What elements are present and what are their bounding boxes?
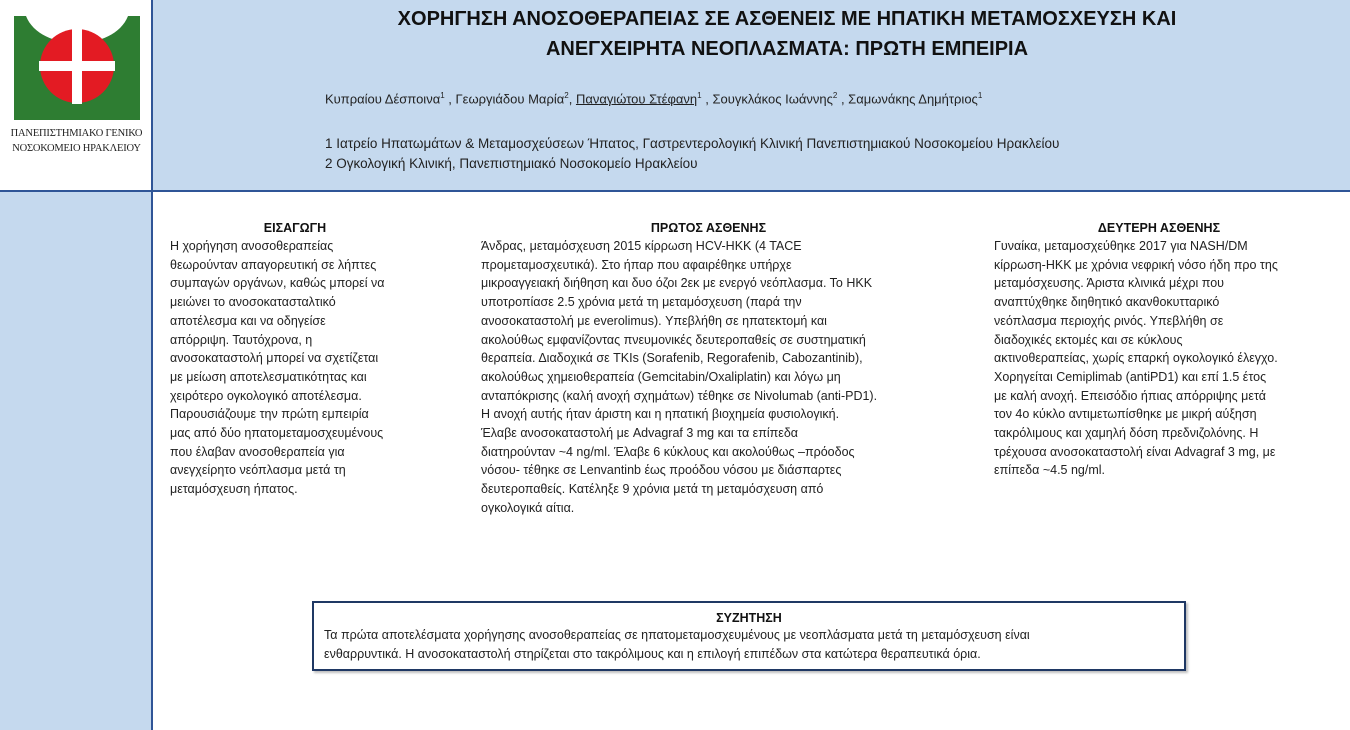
author-affiliation-number: 1 xyxy=(440,91,445,100)
section-body xyxy=(481,237,936,518)
text-line: Τα πρώτα αποτελέσματα χορήγησης ανοσοθεραπείας σε ηπατομεταμοσχευμένους με νεοπλάσματα μετά τη μεταμόσχευση είναι xyxy=(324,628,1030,642)
presenting-author-name: Παναγιώτου Στέφανη xyxy=(575,91,698,107)
text-line: μεταμόσχευσης. Άριστα κλινικά μέχρι που xyxy=(994,276,1224,291)
discussion-box xyxy=(312,601,1186,671)
section-heading: ΣΥΖΗΤΗΣΗ xyxy=(716,611,782,625)
text-line: ανοσοκαταστολή με everolimus). Υπεβλήθη σε ηπατεκτομή και xyxy=(481,313,827,328)
text-line: ανοσοκαταστολή μπορεί να σχετίζεται xyxy=(170,351,379,366)
hospital-logo xyxy=(0,0,153,190)
author-affiliation-number: 1 xyxy=(977,91,983,100)
author-name: Σαμωνάκης Δημήτριος xyxy=(848,91,978,107)
text-line: θεωρούνταν απαγορευτική σε λήπτες xyxy=(170,257,377,272)
text-line: μεταμόσχευση ήπατος. xyxy=(170,482,298,497)
patient-two-section xyxy=(994,220,1324,480)
logo-caption-line: ΝΟΣΟΚΟΜΕΙΟ ΗΡΑΚΛΕΙΟΥ xyxy=(12,143,141,154)
text-line: ακτινοθεραπείας, χωρίς επαρκή ογκολογικό έλεγχο. xyxy=(994,351,1278,366)
text-line: επίπεδα ~4.5 ng/ml. xyxy=(994,463,1106,478)
affiliation-list xyxy=(325,134,1059,174)
author-affiliation-number: 2 xyxy=(564,91,569,100)
author-affiliation-number: 1 xyxy=(697,91,702,100)
affiliation-line: 2 Ογκολογική Κλινική, Πανεπιστημιακό Νοσοκομείο Ηρακλείου xyxy=(325,156,698,171)
text-line: μικροαγγειακή διήθηση και δυο όζοι 2εκ με ενεργό νεόπλασμα. Το HKK xyxy=(481,276,873,291)
text-line: Χορηγείται Cemiplimab (antiPD1) και επί 1.5 έτος xyxy=(994,369,1267,384)
text-line: αναπτύχθηκε διηθητικό ακανθοκυτταρικό xyxy=(994,295,1220,310)
text-line: δευτεροπαθείς. Κατέληξε 9 χρόνια μετά τη μεταμόσχευση από xyxy=(481,482,824,497)
author-name: Γεωργιάδου Μαρία xyxy=(455,91,565,107)
text-line: μειώνει το ανοσοκατασταλτικό xyxy=(170,295,336,310)
poster-header xyxy=(0,0,1350,192)
text-line: κίρρωση-HKK με χρόνια νεφρική νόσο ήδη προ της xyxy=(994,257,1278,272)
hospital-emblem-icon xyxy=(10,12,144,124)
text-line: απόρριψη. Ταυτόχρονα, η xyxy=(170,332,313,347)
text-line: Η χορήγηση ανοσοθεραπείας xyxy=(170,239,334,253)
text-line: Έλαβε ανοσοκαταστολή με Advagraf 3 mg και τα επίπεδα xyxy=(481,426,798,441)
poster-title xyxy=(330,4,1244,64)
text-line: ακολούθως εμφανίζοντας πνευμονικές δευτεροπαθείς σε συστηματική xyxy=(481,332,866,347)
title-line: ΑΝΕΓΧΕΙΡΗΤΑ ΝΕΟΠΛΑΣΜΑΤΑ: ΠΡΩΤΗ ΕΜΠΕΙΡΙΑ xyxy=(545,38,1029,60)
text-line: ανεγχείρητο νεόπλασμα μετά τη xyxy=(170,463,346,478)
text-line: τακρόλιμους και χαμηλή δόση πρεδνιζολόνης. Η xyxy=(994,426,1259,441)
text-line: ακολούθως χημειοθεραπεία (Gemcitabin/Oxaliplatin) και λόγω μη xyxy=(481,369,841,384)
logo-caption-line: ΠΑΝΕΠΙΣΤΗΜΙΑΚΟ ΓΕΝΙΚΟ xyxy=(10,128,143,139)
text-line: θεραπεία. Διαδοχικά σε TKIs (Sorafenib, Regorafenib, Cabozantinib), xyxy=(481,351,863,366)
text-line: με μείωση αποτελεσματικότητας και xyxy=(170,369,367,384)
section-heading: ΠΡΩΤΟΣ ΑΣΘΕΝΗΣ xyxy=(650,221,767,235)
intro-section xyxy=(170,220,420,499)
text-line: ενθαρρυντικά. Η ανοσοκαταστολή στηρίζεται στο τακρόλιμους και η επιλογή επιπέδων στα κατώτερα θεραπευτικά όρια. xyxy=(324,647,981,661)
logo-caption xyxy=(2,126,151,156)
affiliation-line: 1 Ιατρείο Ηπατωμάτων & Μεταμοσχεύσεων Ήπατος, Γαστρεντερολογική Κλινική Πανεπιστημιακού Νοσοκομείου Ηρακλείου xyxy=(325,136,1060,151)
section-body xyxy=(314,626,1184,664)
text-line: διαδοχικές εκτομές και σε κύκλους xyxy=(994,332,1183,347)
author-name: Σουγκλάκος Ιωάννης xyxy=(712,91,833,107)
patient-one-section xyxy=(481,220,936,518)
text-line: ανταπόκρισης (καλή ανοχή σχημάτων) τέθηκε σε Nivolumab (anti-PD1). xyxy=(481,388,878,403)
text-line: χειρότερο ογκολογικό αποτέλεσμα. xyxy=(170,388,362,403)
section-heading: ΔΕΥΤΕΡΗ ΑΣΘΕΝΗΣ xyxy=(1097,221,1221,235)
text-line: διατηρούνταν ~4 ng/ml. Έλαβε 6 κύκλους και ακολούθως –πρόοδος xyxy=(481,444,855,459)
text-line: νεόπλασμα περιοχής ρινός. Υπεβλήθη σε xyxy=(994,313,1224,328)
author-list: Κυπραίου Δέσποινα$^1$ , Γεωργιάδου Μαρία$^2$, Παναγιώτου Στέφανη$^1$ , Σουγκλάκος Ιωάννης$^2$ , Σαμωνάκης Δημήτριος$^1$ xyxy=(325,91,983,107)
section-heading: ΕΙΣΑΓΩΓΗ xyxy=(263,221,327,235)
text-line: Γυναίκα, μεταμοσχεύθηκε 2017 για NASH/DM xyxy=(994,239,1248,253)
text-line: υποτροπίασε 2.5 χρόνια μετά τη μεταμόσχευση (παρά την xyxy=(481,295,802,310)
text-line: που έλαβαν ανοσοθεραπεία για xyxy=(170,444,345,459)
section-body xyxy=(170,237,420,499)
author-affiliation-number: 2 xyxy=(832,91,838,100)
left-sidebar-band xyxy=(0,192,153,730)
text-line: προμεταμοσχευτικά). Στο ήπαρ που αφαιρέθηκε υπήρχε xyxy=(481,257,792,272)
section-body xyxy=(994,237,1324,480)
text-line: Άνδρας, μεταμόσχευση 2015 κίρρωση HCV-HKK (4 TACE xyxy=(481,239,802,253)
text-line: Παρουσιάζουμε την πρώτη εμπειρία xyxy=(170,407,369,422)
text-line: με καλή ανοχή. Επεισόδιο ήπιας απόρριψης μετά xyxy=(994,388,1266,403)
author-name: Κυπραίου Δέσποινα xyxy=(325,91,441,107)
text-line: αποτέλεσμα και να οδηγείσε xyxy=(170,313,326,328)
text-line: συμπαγών οργάνων, καθώς μπορεί να xyxy=(170,276,385,291)
text-line: Η ανοχή αυτής ήταν άριστη και η ηπατική βιοχημεία φυσιολογική. xyxy=(481,407,840,422)
text-line: νόσου- τέθηκε σε Lenvantinb έως προόδου νόσου με διάσπαρτες xyxy=(481,463,842,478)
title-line: ΧΟΡΗΓΗΣΗ ΑΝΟΣΟΘΕΡΑΠΕΙΑΣ ΣΕ ΑΣΘΕΝΕΙΣ ΜΕ ΗΠΑΤΙΚΗ ΜΕΤΑΜΟΣΧΕΥΣΗ ΚΑΙ xyxy=(397,8,1177,30)
text-line: τον 4ο κύκλο αντιμετωπίσθηκε με μικρή αύξηση xyxy=(994,407,1257,422)
text-line: μας από δύο ηπατομεταμοσχευμένους xyxy=(170,426,384,441)
text-line: τρέχουσα ανοσοκαταστολή είναι Advagraf 3 mg, με xyxy=(994,444,1276,459)
text-line: ογκολογικά αίτια. xyxy=(481,500,575,515)
